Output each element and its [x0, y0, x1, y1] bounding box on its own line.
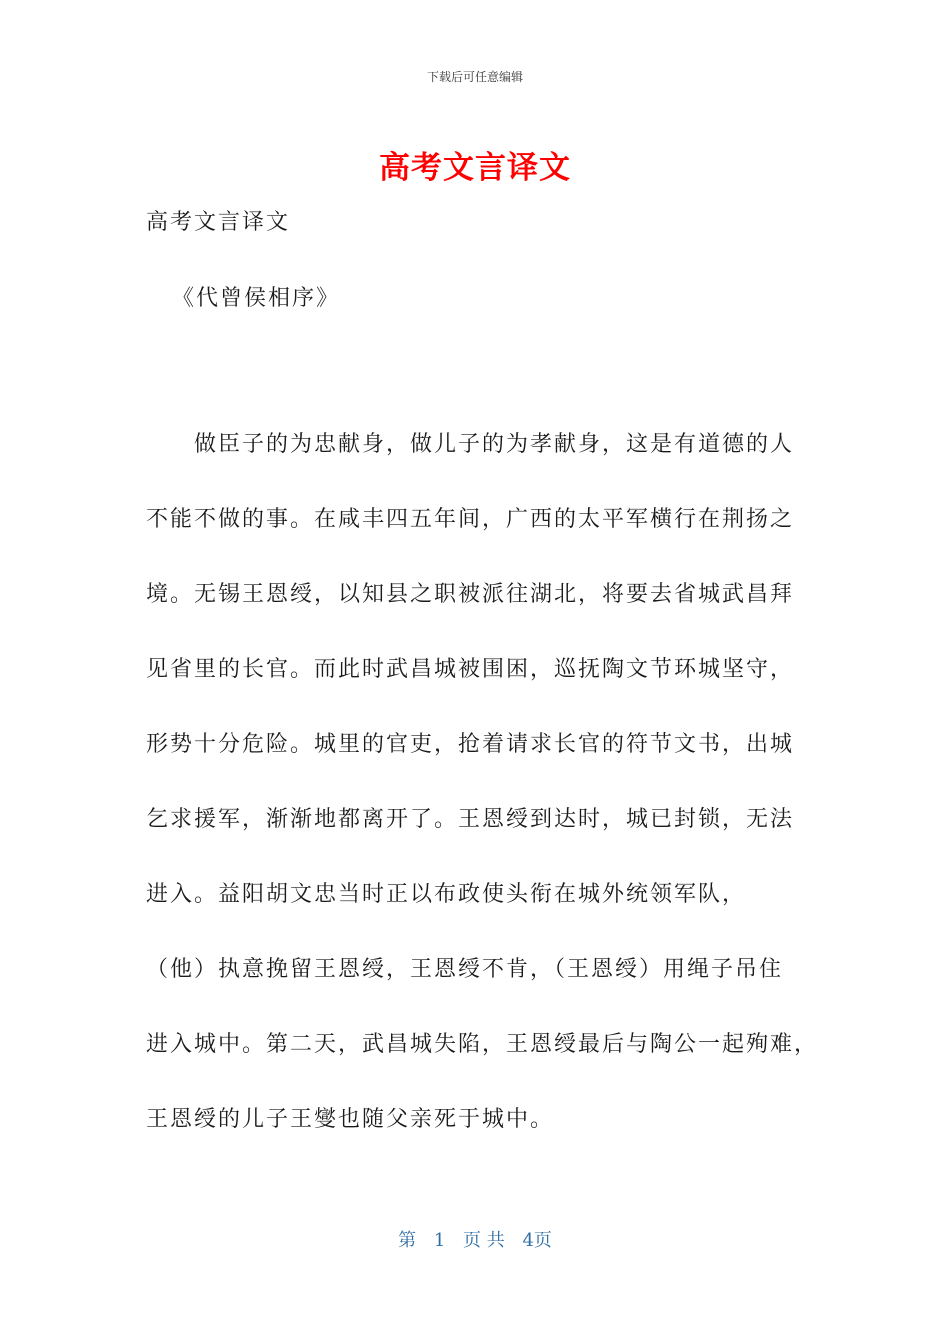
- body-line: 王恩绶的儿子王燮也随父亲死于城中。: [146, 1107, 555, 1132]
- body-line: 乞求援军，渐渐地都离开了。王恩绶到达时，城已封锁，无法: [146, 807, 795, 832]
- body-text: [146, 430, 826, 1180]
- page-footer: [0, 1226, 950, 1252]
- body-line: 进入城中。第二天，武昌城失陷，王恩绶最后与陶公一起殉难，: [146, 1032, 819, 1057]
- header-note: 下载后可任意编辑: [426, 70, 523, 84]
- body-line: 不能不做的事。在咸丰四五年间，广西的太平军横行在荆扬之: [146, 507, 795, 532]
- document-title: 高考文言译文: [379, 150, 571, 186]
- document-subtitle: 高考文言译文: [146, 210, 291, 235]
- body-line: 境。无锡王恩绶，以知县之职被派往湖北，将要去省城武昌拜: [146, 582, 795, 607]
- footer-page-number: 1: [433, 1230, 446, 1251]
- body-line: 见省里的长官。而此时武昌城被围困，巡抚陶文节环城坚守，: [146, 657, 795, 682]
- work-title: 《代曾侯相序》: [172, 286, 341, 311]
- body-line: 进入。益阳胡文忠当时正以布政使头衔在城外统领军队，: [146, 882, 747, 907]
- footer-total: 4页: [522, 1230, 552, 1251]
- body-line: 做臣子的为忠献身，做儿子的为孝献身，这是有道德的人: [194, 432, 795, 457]
- body-line: 形势十分危险。城里的官吏，抢着请求长官的符节文书，出城: [146, 732, 795, 757]
- footer-mid: 页 共: [463, 1230, 505, 1251]
- body-line: （他）执意挽留王恩绶，王恩绶不肯，（王恩绶）用绳子吊住: [146, 957, 784, 982]
- footer-prefix: 第: [398, 1230, 417, 1251]
